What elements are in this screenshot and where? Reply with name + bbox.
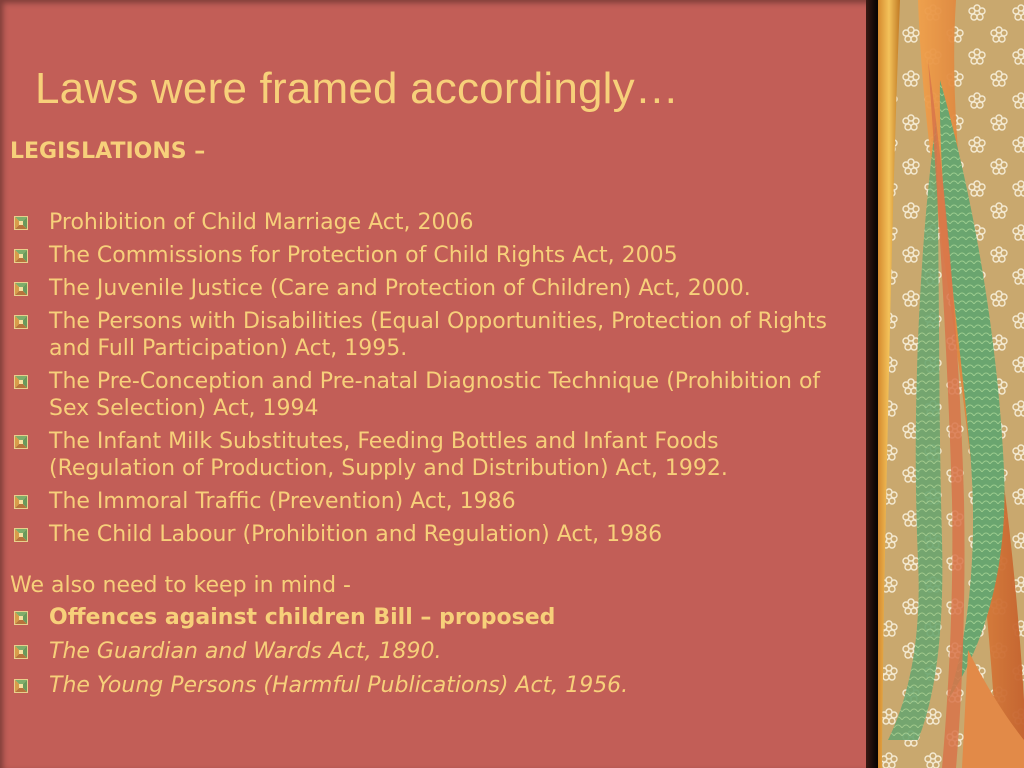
list-item: Prohibition of Child Marriage Act, 2006 [10, 209, 850, 236]
list-item: Offences against children Bill – proposed [10, 604, 850, 631]
list-item: The Guardian and Wards Act, 1890. [10, 638, 850, 665]
bullet-icon [13, 248, 29, 264]
list-item: The Immoral Traffic (Prevention) Act, 1986 [10, 488, 850, 515]
bullet-icon [13, 644, 29, 660]
list-item: The Juvenile Justice (Care and Protection of Children) Act, 2000. [10, 275, 850, 302]
bullet-icon [13, 678, 29, 694]
bullet-icon [13, 281, 29, 297]
list-item: The Pre-Conception and Pre-natal Diagnostic Technique (Prohibition of Sex Selection) Act, 1994 [10, 368, 850, 422]
legislations-heading: LEGISLATIONS – [10, 139, 206, 164]
list-item: The Persons with Disabilities (Equal Opportunities, Protection of Rights and Full Participation) Act, 1995. [10, 308, 850, 362]
bullet-icon [13, 434, 29, 450]
bullet-icon [13, 494, 29, 510]
legislations-list [10, 209, 850, 548]
slide-title: Laws were framed accordingly… [35, 64, 680, 113]
bullet-icon [13, 610, 29, 626]
bullet-icon [13, 527, 29, 543]
bullet-icon [13, 374, 29, 390]
list-item: The Infant Milk Substitutes, Feeding Bottles and Infant Foods (Regulation of Production, Supply and Distribution) Act, 1992. [10, 428, 850, 482]
slide-content [10, 138, 850, 706]
decorative-panel [878, 0, 1024, 768]
also-keep-in-mind-label: We also need to keep in mind - [10, 573, 351, 598]
bullet-icon [13, 215, 29, 231]
list-item: The Young Persons (Harmful Publications) Act, 1956. [10, 672, 850, 699]
list-item: The Commissions for Protection of Child Rights Act, 2005 [10, 242, 850, 269]
bullet-icon [13, 314, 29, 330]
decorative-leaves-graphic [878, 0, 1024, 768]
also-list [10, 604, 850, 699]
list-item: The Child Labour (Prohibition and Regulation) Act, 1986 [10, 521, 850, 548]
